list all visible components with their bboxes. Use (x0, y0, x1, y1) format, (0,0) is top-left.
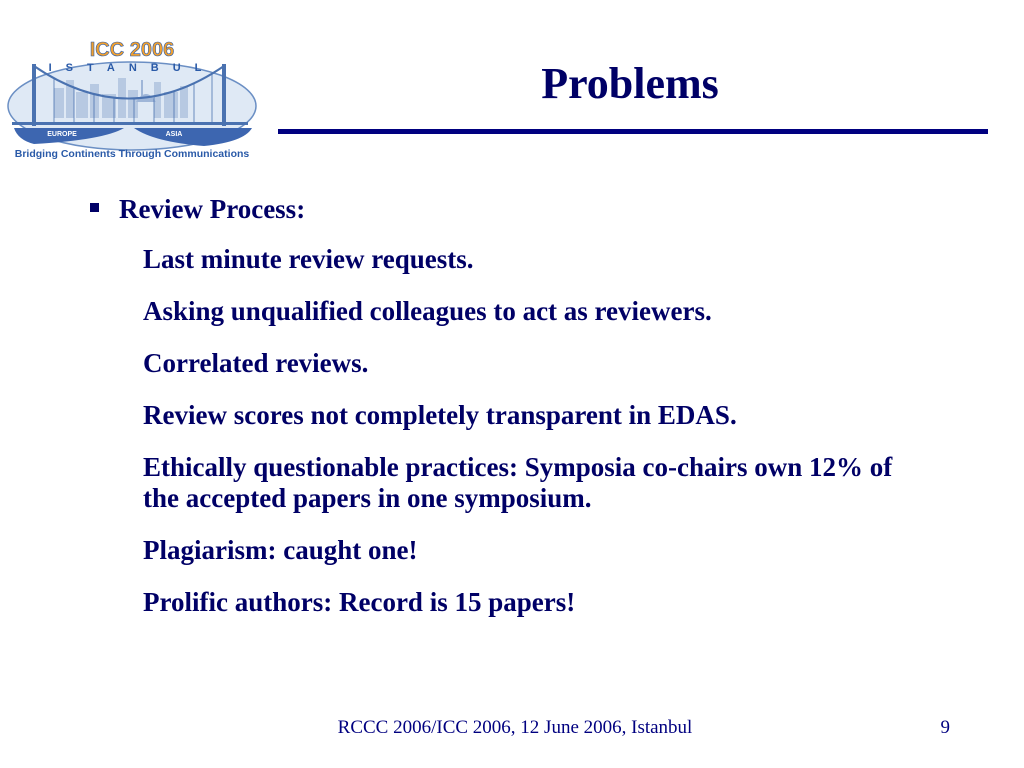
bullet-label: Review Process: (119, 194, 306, 224)
list-item: Correlated reviews. (143, 348, 369, 378)
list-item: Asking unqualified colleagues to act as reviewers. (143, 296, 712, 326)
slide-title: Problems (541, 59, 719, 108)
bullet-review-process (90, 194, 990, 225)
title-underline (278, 129, 988, 134)
page-number: 9 (940, 717, 950, 738)
logo-europe-label: EUROPE (47, 131, 77, 138)
logo-bridge-deck (12, 122, 248, 125)
square-bullet-icon (90, 203, 99, 212)
logo-bridge-tower-left (32, 64, 36, 126)
slide-content (90, 194, 990, 639)
logo-city-label: ISTANBUL (48, 62, 216, 74)
icc-2006-istanbul-logo (4, 36, 262, 162)
list-item: Plagiarism: caught one! (143, 535, 418, 565)
list-item: Ethically questionable practices: Symposia co-chairs own 12% of the accepted papers in one symposium. (143, 452, 893, 513)
list-item: Review scores not completely transparent in EDAS. (143, 400, 737, 430)
logo-asia-label: ASIA (165, 131, 183, 138)
list-item: Last minute review requests. (143, 244, 474, 274)
logo-bridge-tower-right (222, 64, 226, 126)
slide-footer: RCCC 2006/ICC 2006, 12 June 2006, Istanbul (337, 717, 693, 738)
logo-tagline: Bridging Continents Through Communications (14, 148, 250, 160)
logo-event-label: ICC 2006 (89, 39, 175, 61)
list-item: Prolific authors: Record is 15 papers! (143, 587, 576, 617)
